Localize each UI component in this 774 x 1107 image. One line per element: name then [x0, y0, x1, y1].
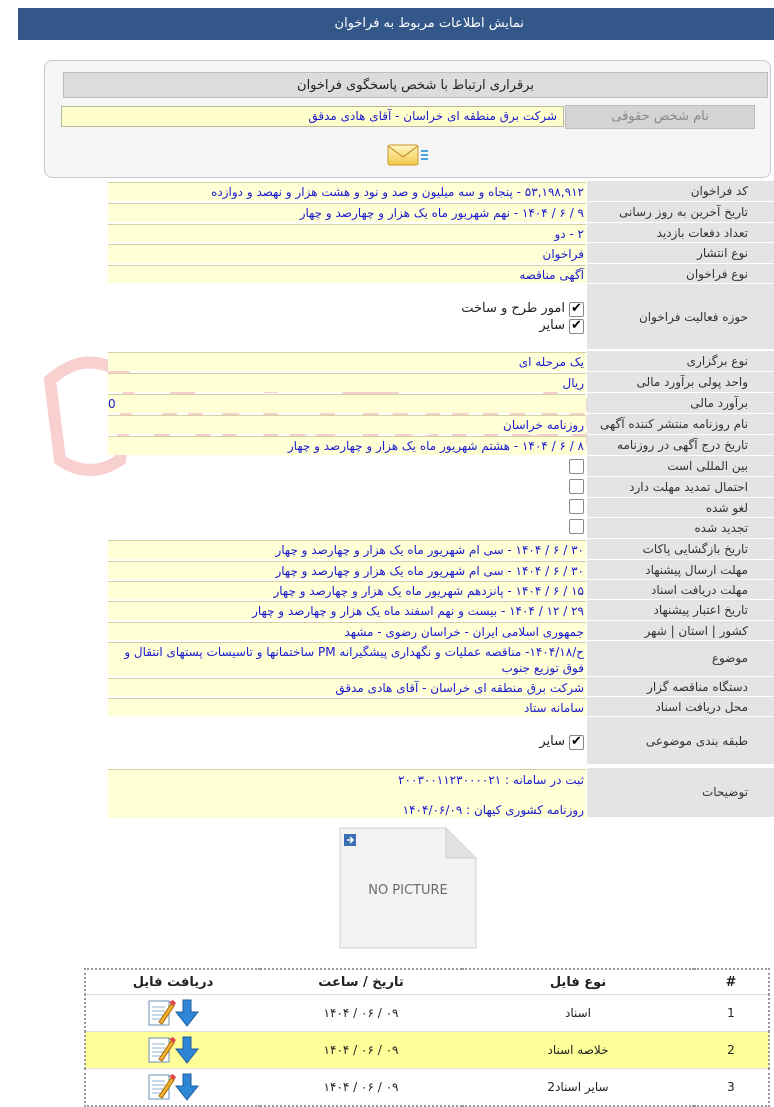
- visits-value: ۲ - دو: [108, 224, 586, 242]
- cancelled-label: لغو شده: [587, 498, 774, 518]
- col-type: نوع فایل: [462, 969, 694, 995]
- currency-label: واحد پولی برآورد مالی: [587, 372, 774, 393]
- location-value: جمهوری اسلامی ایران - خراسان رضوی - مشهد: [108, 622, 586, 640]
- download-icon[interactable]: [145, 998, 201, 1028]
- holding-type-label: نوع برگزاری: [587, 351, 774, 372]
- category-label: طبقه بندی موضوعی: [587, 717, 774, 765]
- doc-place-label: محل دریافت اسناد: [587, 697, 774, 717]
- extension-label: احتمال تمدید مهلت دارد: [587, 477, 774, 498]
- notes-label: توضیحات: [587, 768, 774, 818]
- table-row: [85, 1032, 769, 1069]
- contact-title: برقراری ارتباط با شخص پاسخگوی فراخوان: [63, 72, 768, 98]
- code-value: ۵۳,۱۹۸,۹۱۲ - پنجاه و سه میلیون و صد و نود و هشت هزار و نهصد و دوازده: [108, 182, 586, 201]
- activity-checkbox-other[interactable]: [569, 319, 584, 334]
- validity-label: تاریخ اعتبار پیشنهاد: [587, 600, 774, 621]
- organizer-label: دستگاه مناقصه گزار: [587, 677, 774, 697]
- estimate-value: 0: [108, 394, 586, 413]
- row-type: سایر اسناد2: [462, 1069, 694, 1107]
- last-update-label: تاریخ آخرین به روز رسانی: [587, 202, 774, 223]
- col-date: تاریخ / ساعت: [260, 969, 462, 995]
- activity-option-design: امور طرح و ساخت: [461, 301, 565, 316]
- call-type-label: نوع فراخوان: [587, 264, 774, 284]
- table-row: [85, 1069, 769, 1107]
- extension-checkbox[interactable]: [569, 479, 584, 494]
- location-label: کشور | استان | شهر: [587, 621, 774, 641]
- renewed-label: تجدید شده: [587, 518, 774, 539]
- page-title: نمایش اطلاعات مربوط به فراخوان: [334, 16, 524, 31]
- row-num: 3: [694, 1069, 769, 1107]
- files-table: [84, 968, 770, 1107]
- doc-deadline-label: مهلت دریافت اسناد: [587, 580, 774, 600]
- currency-value: ریال: [108, 373, 586, 392]
- validity-value: ۲۹ / ۱۲ / ۱۴۰۴ - بیست و نهم اسفند ماه یک هزار و چهارصد و چهار: [108, 601, 586, 620]
- publish-type-label: نوع انتشار: [587, 243, 774, 264]
- holding-type-value: یک مرحله ای: [108, 352, 586, 371]
- submit-deadline-value: ۳۰ / ۶ / ۱۴۰۴ - سی ام شهریور ماه یک هزار و چهارصد و چهار: [108, 561, 586, 579]
- ad-date-label: تاریخ درج آگهی در روزنامه: [587, 435, 774, 456]
- code-label: کد فراخوان: [587, 181, 774, 202]
- files-table-header: [85, 969, 769, 995]
- row-date: ۰۹ / ۰۶ / ۱۴۰۴: [260, 1032, 462, 1069]
- download-icon[interactable]: [145, 1072, 201, 1102]
- page-header: [18, 8, 774, 40]
- category-checkbox-other[interactable]: [569, 735, 584, 750]
- subject-value: ح/۱۴۰۴/۱۸- مناقصه عملیات و نگهداری پیشگیرانه PM ساختمانها و تاسیسات پستهای انتقال و فوق توزیع جنوب: [108, 642, 586, 676]
- publish-type-value: فراخوان: [108, 244, 586, 263]
- newspaper-label: نام روزنامه منتشر کننده آگهی: [587, 414, 774, 435]
- newspaper-value: روزنامه خراسان: [108, 415, 586, 434]
- activity-checkbox-design[interactable]: [569, 302, 584, 317]
- col-num: #: [694, 969, 769, 995]
- visits-label: تعداد دفعات بازدید: [587, 223, 774, 243]
- notes-line-2: روزنامه کشوری کیهان : ۱۴۰۴/۰۶/۰۹: [402, 803, 584, 817]
- col-download: دریافت فایل: [85, 969, 260, 995]
- subject-label: موضوع: [587, 641, 774, 677]
- row-type: خلاصه اسناد: [462, 1032, 694, 1069]
- activity-label: حوزه فعالیت فراخوان: [587, 284, 774, 350]
- legal-person-value: شرکت برق منطقه ای خراسان - آقای هادی مدقق: [61, 106, 564, 127]
- renewed-checkbox[interactable]: [569, 519, 584, 534]
- cancelled-checkbox[interactable]: [569, 499, 584, 514]
- envelope-icon[interactable]: [386, 139, 430, 171]
- opening-value: ۳۰ / ۶ / ۱۴۰۴ - سی ام شهریور ماه یک هزار و چهارصد و چهار: [108, 540, 586, 559]
- row-num: 1: [694, 995, 769, 1032]
- doc-place-value: سامانه ستاد: [108, 698, 586, 716]
- submit-deadline-label: مهلت ارسال پیشنهاد: [587, 560, 774, 580]
- international-checkbox[interactable]: [569, 459, 584, 474]
- call-type-value: آگهی مناقصه: [108, 265, 586, 283]
- download-icon[interactable]: [145, 1035, 201, 1065]
- doc-deadline-value: ۱۵ / ۶ / ۱۴۰۴ - پانزدهم شهریور ماه یک هزار و چهارصد و چهار: [108, 581, 586, 599]
- international-label: بین المللی است: [587, 456, 774, 477]
- category-option-other: سایر: [539, 734, 565, 749]
- row-num: 2: [694, 1032, 769, 1069]
- row-type: اسناد: [462, 995, 694, 1032]
- notes-value: [108, 769, 586, 818]
- last-update-value: ۹ / ۶ / ۱۴۰۴ - نهم شهریور ماه یک هزار و چهارصد و چهار: [108, 203, 586, 222]
- opening-label: تاریخ بازگشایی پاکات: [587, 539, 774, 560]
- notes-line-1: ثبت در سامانه : ۲۰۰۳۰۰۱۱۲۳۰۰۰۰۲۱: [398, 773, 584, 787]
- row-date: ۰۹ / ۰۶ / ۱۴۰۴: [260, 995, 462, 1032]
- no-picture-image: [338, 826, 478, 950]
- table-row: [85, 995, 769, 1032]
- row-date: ۰۹ / ۰۶ / ۱۴۰۴: [260, 1069, 462, 1107]
- legal-person-label: نام شخص حقوقی: [565, 105, 755, 129]
- no-picture-text: NO PICTURE: [368, 883, 448, 898]
- organizer-value: شرکت برق منطقه ای خراسان - آقای هادی مدقق: [108, 678, 586, 696]
- activity-option-other: سایر: [539, 318, 565, 333]
- ad-date-value: ۸ / ۶ / ۱۴۰۴ - هشتم شهریور ماه یک هزار و چهارصد و چهار: [108, 436, 586, 455]
- estimate-label: برآورد مالی: [587, 393, 774, 414]
